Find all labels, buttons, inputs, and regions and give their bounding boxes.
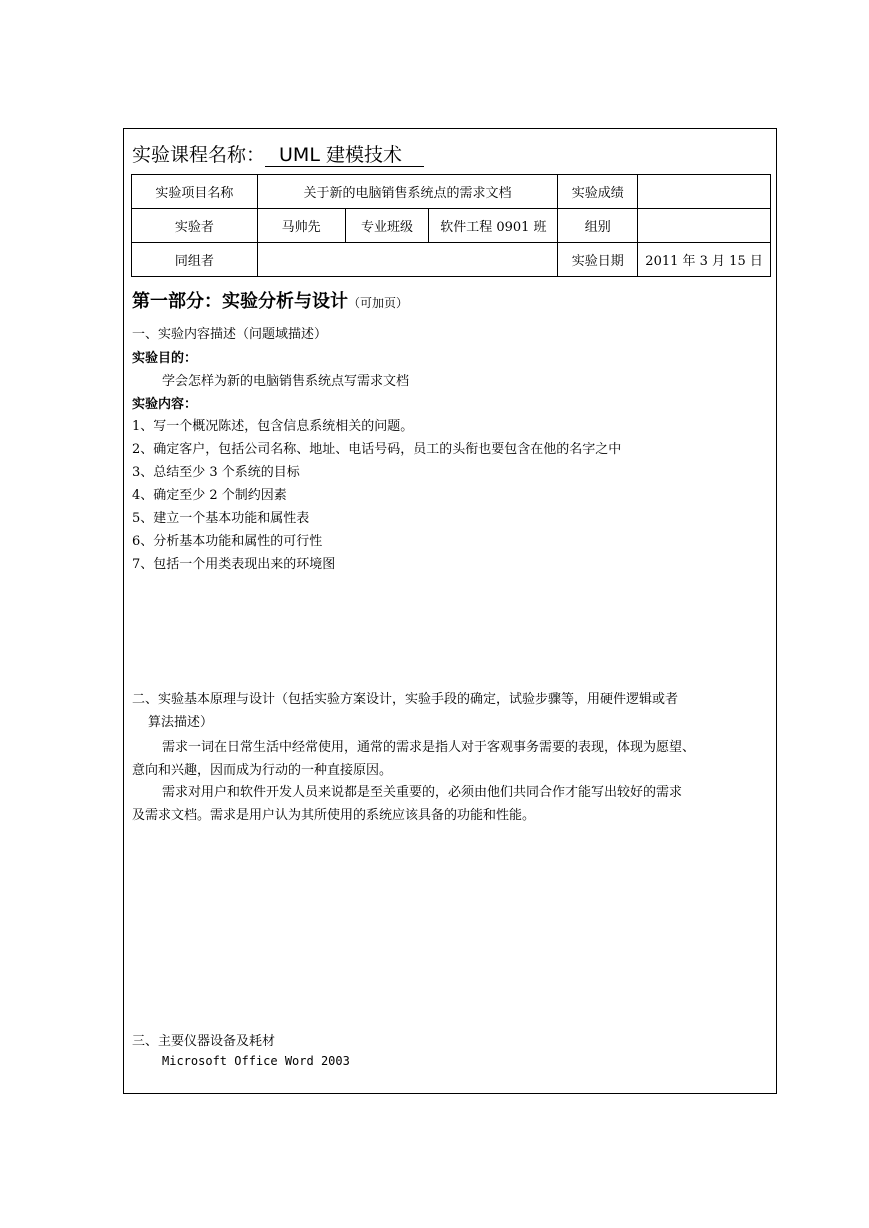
section2-heading-line2: 算法描述）: [148, 715, 214, 730]
section2-heading-line1: 二、实验基本原理与设计（包括实验方案设计，实验手段的确定，试验步骤等，用硬件逻辑或者: [132, 692, 679, 707]
content-label: 实验内容：: [132, 397, 198, 412]
table-row: [132, 175, 771, 209]
table-row: [132, 243, 771, 277]
project-label-cell: 实验项目名称: [132, 175, 258, 209]
paragraph-1-line2: 意向和兴趣，因而成为行动的一种直接原因。: [132, 763, 393, 778]
list-item: 4、确定至少 2 个制约因素: [132, 488, 287, 503]
class-label-cell: 专业班级: [345, 209, 429, 243]
list-item: 3、总结至少 3 个系统的目标: [132, 465, 300, 480]
list-item: 6、分析基本功能和属性的可行性: [132, 534, 323, 549]
paragraph-2-line2: 及需求文档。需求是用户认为其所使用的系统应该具备的功能和性能。: [132, 808, 536, 823]
course-label: 实验课程名称：: [132, 144, 266, 166]
group-value-cell: [638, 209, 771, 243]
experimenter-value-cell: 马帅先: [257, 209, 345, 243]
part-title-note: （可加页）: [348, 296, 409, 310]
partner-value-cell: [257, 243, 558, 277]
table-row: [132, 209, 771, 243]
part-title: [132, 287, 408, 313]
partner-label-cell: 同组者: [132, 243, 258, 277]
section3-heading: 三、主要仪器设备及耗材: [132, 1034, 276, 1049]
purpose-label: 实验目的：: [132, 351, 198, 366]
purpose-text: 学会怎样为新的电脑销售系统点写需求文档: [162, 374, 410, 389]
info-table: [131, 174, 771, 277]
list-item: 1、写一个概况陈述，包含信息系统相关的问题。: [132, 419, 414, 434]
grade-value-cell: [638, 175, 771, 209]
paragraph-2-line1: 需求对用户和软件开发人员来说都是至关重要的，必须由他们共同合作才能写出较好的需求: [162, 785, 683, 800]
grade-label-cell: 实验成绩: [558, 175, 638, 209]
project-value-cell: 关于新的电脑销售系统点的需求文档: [257, 175, 558, 209]
part-title-text: 第一部分：实验分析与设计: [132, 291, 348, 312]
list-item: 7、包括一个用类表现出来的环境图: [132, 557, 336, 572]
class-value-cell: 软件工程 0901 班: [429, 209, 558, 243]
date-label-cell: 实验日期: [558, 243, 638, 277]
group-label-cell: 组别: [558, 209, 638, 243]
section1-heading: 一、实验内容描述（问题域描述）: [132, 327, 328, 342]
paragraph-1-line1: 需求一词在日常生活中经常使用，通常的需求是指人对于客观事务需要的表现，体现为愿望、: [162, 740, 696, 755]
list-item: 2、确定客户，包括公司名称、地址、电话号码，员工的头衔也要包含在他的名字之中: [132, 442, 622, 457]
course-title: [132, 140, 424, 167]
course-name: UML 建模技术: [265, 144, 424, 167]
date-value-cell: 2011 年 3 月 15 日: [638, 243, 771, 277]
list-item: 5、建立一个基本功能和属性表: [132, 511, 310, 526]
experimenter-label-cell: 实验者: [132, 209, 258, 243]
section3-text: Microsoft Office Word 2003: [162, 1054, 350, 1068]
